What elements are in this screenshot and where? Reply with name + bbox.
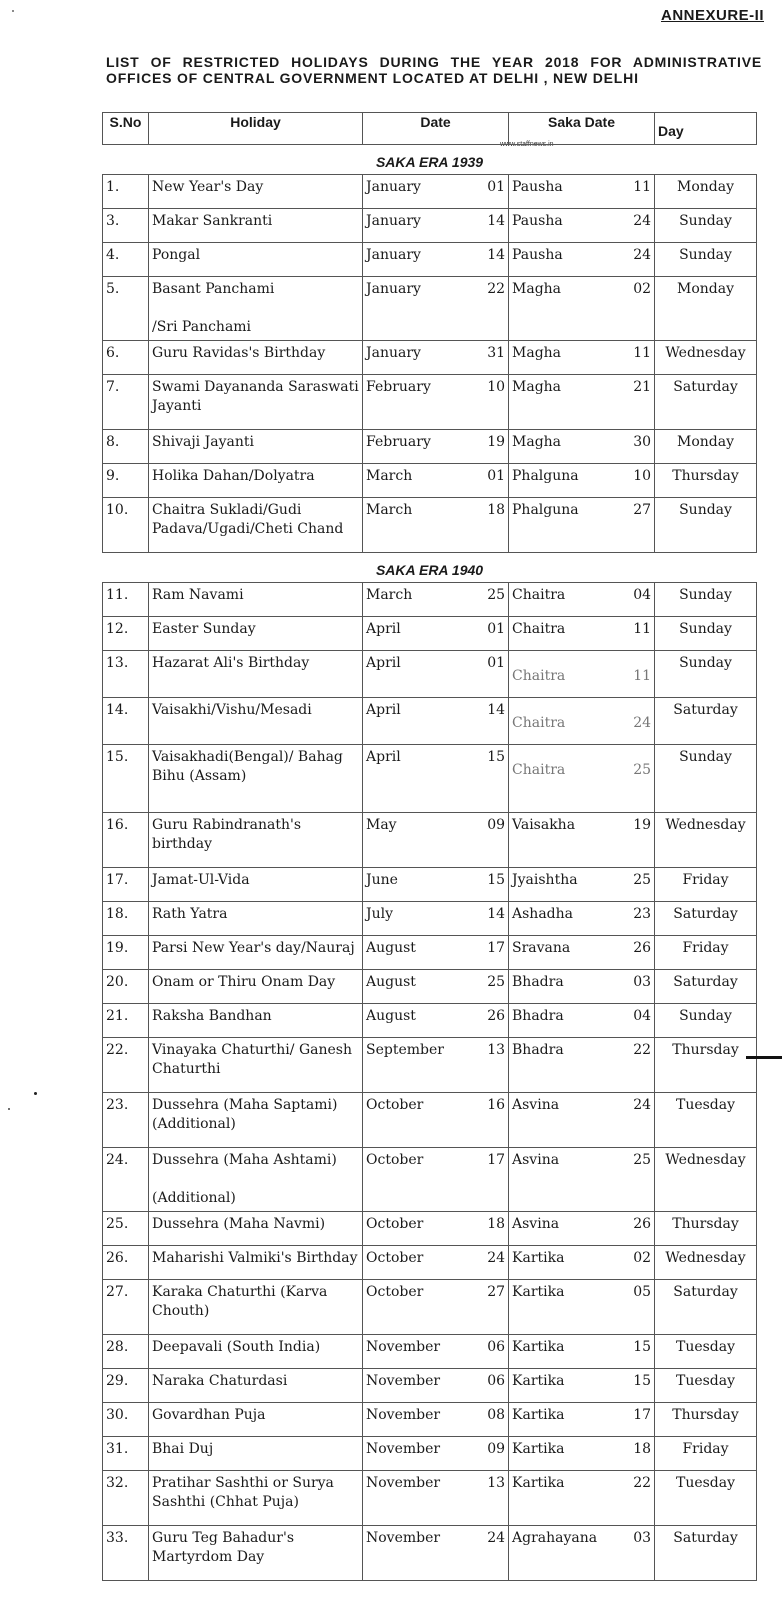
- cell-saka-day: 03: [615, 970, 655, 1004]
- cell-day: Sunday: [655, 745, 757, 813]
- table-row: [103, 583, 757, 617]
- cell-saka-month: Pausha: [509, 243, 615, 277]
- cell-date-month: January: [363, 209, 467, 243]
- cell-date-day: 17: [467, 936, 509, 970]
- cell-date-day: 01: [467, 617, 509, 651]
- table-row: [103, 1526, 757, 1581]
- cell-date-day: 09: [467, 1437, 509, 1471]
- cell-date-day: 27: [467, 1280, 509, 1335]
- cell-date-month: November: [363, 1437, 467, 1471]
- cell-day: Wednesday: [655, 341, 757, 375]
- cell-holiday: Easter Sunday: [149, 617, 363, 651]
- table-row: [103, 498, 757, 553]
- table-row: [103, 1246, 757, 1280]
- cell-sno: 21.: [103, 1004, 149, 1038]
- cell-saka-day: 04: [615, 583, 655, 617]
- cell-day: Monday: [655, 175, 757, 209]
- cell-date-day: 15: [467, 745, 509, 813]
- cell-date-month: July: [363, 902, 467, 936]
- cell-saka-month: Asvina: [509, 1148, 615, 1212]
- cell-date-month: March: [363, 583, 467, 617]
- cell-sno: 31.: [103, 1437, 149, 1471]
- cell-saka-day: 03: [615, 1526, 655, 1581]
- cell-date-day: 31: [467, 341, 509, 375]
- cell-saka-month: Kartika: [509, 1369, 615, 1403]
- cell-sno: 32.: [103, 1471, 149, 1526]
- cell-saka-day: 27: [615, 498, 655, 553]
- cell-saka-month: Magha: [509, 341, 615, 375]
- cell-saka-month: Kartika: [509, 1437, 615, 1471]
- cell-day: Thursday: [655, 464, 757, 498]
- cell-saka-month: Sravana: [509, 936, 615, 970]
- cell-day: Sunday: [655, 651, 757, 698]
- cell-date-day: 06: [467, 1369, 509, 1403]
- cell-day: Monday: [655, 430, 757, 464]
- header-sno: S.No: [103, 113, 149, 145]
- cell-sno: 11.: [103, 583, 149, 617]
- cell-date-day: 10: [467, 375, 509, 430]
- table-row: [103, 1212, 757, 1246]
- table-row: [103, 1148, 757, 1212]
- cell-date-day: 18: [467, 498, 509, 553]
- cell-date-day: 14: [467, 209, 509, 243]
- cell-holiday: Govardhan Puja: [149, 1403, 363, 1437]
- cell-day: Thursday: [655, 1212, 757, 1246]
- cell-saka-month: Kartika: [509, 1403, 615, 1437]
- cell-day: Friday: [655, 936, 757, 970]
- cell-saka-day: 11: [615, 341, 655, 375]
- cell-sno: 1.: [103, 175, 149, 209]
- annexure-label: ANNEXURE-II: [660, 7, 764, 24]
- cell-day: Thursday: [655, 1038, 757, 1093]
- cell-sno: 6.: [103, 341, 149, 375]
- cell-date-day: 14: [467, 243, 509, 277]
- cell-day: Friday: [655, 1437, 757, 1471]
- table-row: [103, 1004, 757, 1038]
- cell-day: Saturday: [655, 970, 757, 1004]
- header-date: Date: [363, 113, 509, 145]
- table-header-row: [103, 113, 757, 145]
- cell-holiday: Dussehra (Maha Ashtami) (Additional): [149, 1148, 363, 1212]
- cell-date-month: March: [363, 464, 467, 498]
- cell-saka-month: Phalguna: [509, 464, 615, 498]
- cell-date-day: 18: [467, 1212, 509, 1246]
- cell-date-month: February: [363, 375, 467, 430]
- cell-date-month: October: [363, 1212, 467, 1246]
- cell-holiday: Pratihar Sashthi or Surya Sashthi (Chhat Puja): [149, 1471, 363, 1526]
- cell-sno: 23.: [103, 1093, 149, 1148]
- cell-saka-month: Kartika: [509, 1280, 615, 1335]
- cell-date-day: 17: [467, 1148, 509, 1212]
- cell-saka-month: Asvina: [509, 1093, 615, 1148]
- cell-holiday: Rath Yatra: [149, 902, 363, 936]
- cell-sno: 8.: [103, 430, 149, 464]
- cell-saka-day: 24: [615, 698, 655, 745]
- scan-mark: [746, 1056, 782, 1059]
- cell-saka-month: Chaitra: [509, 617, 615, 651]
- era-row-1940: [103, 553, 757, 583]
- cell-sno: 12.: [103, 617, 149, 651]
- cell-day: Saturday: [655, 902, 757, 936]
- table-row: [103, 1437, 757, 1471]
- cell-date-day: 19: [467, 430, 509, 464]
- table-row: [103, 243, 757, 277]
- cell-sno: 28.: [103, 1335, 149, 1369]
- cell-sno: 14.: [103, 698, 149, 745]
- cell-date-day: 24: [467, 1246, 509, 1280]
- cell-date-day: 06: [467, 1335, 509, 1369]
- cell-saka-day: 26: [615, 936, 655, 970]
- cell-saka-day: 25: [615, 1148, 655, 1212]
- cell-saka-month: Ashadha: [509, 902, 615, 936]
- cell-date-month: October: [363, 1148, 467, 1212]
- cell-sno: 25.: [103, 1212, 149, 1246]
- cell-date-month: August: [363, 970, 467, 1004]
- cell-saka-month: Bhadra: [509, 970, 615, 1004]
- era-1939-label: SAKA ERA 1939: [103, 145, 757, 175]
- cell-holiday: Hazarat Ali's Birthday: [149, 651, 363, 698]
- cell-day: Friday: [655, 868, 757, 902]
- table-row: [103, 1403, 757, 1437]
- cell-date-month: February: [363, 430, 467, 464]
- cell-saka-day: 04: [615, 1004, 655, 1038]
- cell-saka-month: Magha: [509, 375, 615, 430]
- cell-day: Saturday: [655, 1280, 757, 1335]
- cell-saka-day: 24: [615, 1093, 655, 1148]
- cell-saka-month: Asvina: [509, 1212, 615, 1246]
- cell-date-day: 14: [467, 902, 509, 936]
- watermark: www.staffnews.in: [500, 141, 554, 148]
- cell-date-month: November: [363, 1471, 467, 1526]
- cell-sno: 13.: [103, 651, 149, 698]
- cell-sno: 5.: [103, 277, 149, 341]
- cell-saka-day: 15: [615, 1369, 655, 1403]
- cell-holiday: Deepavali (South India): [149, 1335, 363, 1369]
- cell-day: Sunday: [655, 617, 757, 651]
- cell-holiday: Makar Sankranti: [149, 209, 363, 243]
- cell-date-month: January: [363, 243, 467, 277]
- cell-holiday: Jamat-Ul-Vida: [149, 868, 363, 902]
- cell-date-month: March: [363, 498, 467, 553]
- cell-holiday: Chaitra Sukladi/Gudi Padava/Ugadi/Cheti Chand: [149, 498, 363, 553]
- cell-saka-month: Bhadra: [509, 1004, 615, 1038]
- table-row: [103, 970, 757, 1004]
- cell-saka-day: 24: [615, 243, 655, 277]
- cell-saka-month: Kartika: [509, 1471, 615, 1526]
- cell-holiday: Guru Teg Bahadur's Martyrdom Day: [149, 1526, 363, 1581]
- cell-sno: 24.: [103, 1148, 149, 1212]
- cell-holiday: New Year's Day: [149, 175, 363, 209]
- cell-saka-day: 18: [615, 1437, 655, 1471]
- era-row-1939: [103, 145, 757, 175]
- cell-holiday: Naraka Chaturdasi: [149, 1369, 363, 1403]
- cell-date-month: August: [363, 1004, 467, 1038]
- cell-date-day: 01: [467, 175, 509, 209]
- cell-date-month: October: [363, 1280, 467, 1335]
- cell-day: Saturday: [655, 1526, 757, 1581]
- cell-day: Sunday: [655, 583, 757, 617]
- era-1940-label: SAKA ERA 1940: [103, 553, 757, 583]
- table-row: [103, 1369, 757, 1403]
- cell-date-month: January: [363, 277, 467, 341]
- cell-day: Sunday: [655, 243, 757, 277]
- cell-saka-month: Chaitra: [509, 651, 615, 698]
- cell-date-month: June: [363, 868, 467, 902]
- cell-sno: 10.: [103, 498, 149, 553]
- cell-saka-month: Jyaishtha: [509, 868, 615, 902]
- cell-sno: 4.: [103, 243, 149, 277]
- cell-sno: 29.: [103, 1369, 149, 1403]
- cell-sno: 30.: [103, 1403, 149, 1437]
- table-row: [103, 1038, 757, 1093]
- cell-saka-day: 11: [615, 651, 655, 698]
- cell-saka-day: 25: [615, 868, 655, 902]
- table-row: [103, 813, 757, 868]
- cell-saka-day: 10: [615, 464, 655, 498]
- cell-day: Wednesday: [655, 813, 757, 868]
- table-body: [103, 145, 757, 1581]
- cell-saka-month: Chaitra: [509, 698, 615, 745]
- scan-speck: [34, 1092, 37, 1095]
- cell-saka-day: 30: [615, 430, 655, 464]
- cell-date-month: November: [363, 1526, 467, 1581]
- cell-saka-day: 22: [615, 1038, 655, 1093]
- cell-holiday: Parsi New Year's day/Nauraj: [149, 936, 363, 970]
- cell-sno: 20.: [103, 970, 149, 1004]
- cell-holiday: Dussehra (Maha Saptami) (Additional): [149, 1093, 363, 1148]
- cell-saka-month: Kartika: [509, 1335, 615, 1369]
- cell-date-month: November: [363, 1403, 467, 1437]
- cell-saka-month: Pausha: [509, 209, 615, 243]
- table-row: [103, 936, 757, 970]
- cell-date-month: September: [363, 1038, 467, 1093]
- cell-saka-month: Chaitra: [509, 745, 615, 813]
- cell-saka-month: Chaitra: [509, 583, 615, 617]
- cell-day: Sunday: [655, 1004, 757, 1038]
- cell-date-month: May: [363, 813, 467, 868]
- cell-day: Tuesday: [655, 1369, 757, 1403]
- cell-saka-day: 02: [615, 277, 655, 341]
- cell-holiday: Ram Navami: [149, 583, 363, 617]
- cell-saka-month: Magha: [509, 277, 615, 341]
- table-row: [103, 1471, 757, 1526]
- header-holiday: Holiday: [149, 113, 363, 145]
- cell-sno: 33.: [103, 1526, 149, 1581]
- table-row: [103, 617, 757, 651]
- cell-day: Saturday: [655, 375, 757, 430]
- cell-date-day: 16: [467, 1093, 509, 1148]
- cell-saka-day: 24: [615, 209, 655, 243]
- cell-holiday: Pongal: [149, 243, 363, 277]
- cell-holiday: Vaisakhi/Vishu/Mesadi: [149, 698, 363, 745]
- cell-date-month: October: [363, 1093, 467, 1148]
- cell-day: Tuesday: [655, 1471, 757, 1526]
- cell-date-month: November: [363, 1369, 467, 1403]
- cell-saka-month: Agrahayana: [509, 1526, 615, 1581]
- cell-date-day: 22: [467, 277, 509, 341]
- document-title: LIST OF RESTRICTED HOLIDAYS DURING THE YEAR 2018 FOR ADMINISTRATIVE OFFICES OF CENTRAL GOVERNMENT LOCATED AT DELHI , NEW DELHI: [106, 54, 762, 86]
- cell-day: Tuesday: [655, 1335, 757, 1369]
- cell-date-month: January: [363, 175, 467, 209]
- cell-holiday: Guru Ravidas's Birthday: [149, 341, 363, 375]
- cell-date-month: April: [363, 698, 467, 745]
- header-day: Day: [655, 113, 757, 145]
- cell-saka-day: 26: [615, 1212, 655, 1246]
- table-row: [103, 1093, 757, 1148]
- cell-saka-day: 22: [615, 1471, 655, 1526]
- table-row: [103, 209, 757, 243]
- cell-day: Monday: [655, 277, 757, 341]
- cell-saka-month: Magha: [509, 430, 615, 464]
- table-row: [103, 1280, 757, 1335]
- cell-date-day: 01: [467, 464, 509, 498]
- cell-sno: 9.: [103, 464, 149, 498]
- cell-date-day: 14: [467, 698, 509, 745]
- cell-date-day: 13: [467, 1038, 509, 1093]
- cell-saka-day: 25: [615, 745, 655, 813]
- cell-date-month: October: [363, 1246, 467, 1280]
- cell-day: Tuesday: [655, 1093, 757, 1148]
- cell-date-day: 08: [467, 1403, 509, 1437]
- cell-saka-day: 23: [615, 902, 655, 936]
- cell-saka-month: Pausha: [509, 175, 615, 209]
- table-row: [103, 464, 757, 498]
- holiday-table: [102, 112, 757, 1581]
- table-row: [103, 902, 757, 936]
- cell-day: Sunday: [655, 209, 757, 243]
- cell-saka-day: 11: [615, 617, 655, 651]
- table-row: [103, 868, 757, 902]
- cell-date-day: 25: [467, 970, 509, 1004]
- cell-saka-month: Phalguna: [509, 498, 615, 553]
- cell-sno: 26.: [103, 1246, 149, 1280]
- cell-date-day: 09: [467, 813, 509, 868]
- cell-sno: 27.: [103, 1280, 149, 1335]
- cell-sno: 15.: [103, 745, 149, 813]
- cell-holiday: Shivaji Jayanti: [149, 430, 363, 464]
- cell-day: Saturday: [655, 698, 757, 745]
- cell-saka-day: 11: [615, 175, 655, 209]
- cell-date-month: April: [363, 745, 467, 813]
- cell-sno: 7.: [103, 375, 149, 430]
- cell-holiday: Onam or Thiru Onam Day: [149, 970, 363, 1004]
- cell-saka-month: Vaisakha: [509, 813, 615, 868]
- cell-date-month: January: [363, 341, 467, 375]
- cell-date-month: August: [363, 936, 467, 970]
- cell-date-day: 01: [467, 651, 509, 698]
- cell-date-month: November: [363, 1335, 467, 1369]
- cell-holiday: Vaisakhadi(Bengal)/ Bahag Bihu (Assam): [149, 745, 363, 813]
- cell-holiday: Raksha Bandhan: [149, 1004, 363, 1038]
- cell-holiday: Vinayaka Chaturthi/ Ganesh Chaturthi: [149, 1038, 363, 1093]
- cell-day: Sunday: [655, 498, 757, 553]
- cell-saka-day: 05: [615, 1280, 655, 1335]
- table-row: [103, 175, 757, 209]
- table-row: [103, 651, 757, 698]
- cell-day: Wednesday: [655, 1246, 757, 1280]
- cell-sno: 18.: [103, 902, 149, 936]
- cell-saka-day: 21: [615, 375, 655, 430]
- table-row: [103, 375, 757, 430]
- table-row: [103, 277, 757, 341]
- cell-date-day: 26: [467, 1004, 509, 1038]
- cell-saka-day: 19: [615, 813, 655, 868]
- cell-holiday: Holika Dahan/Dolyatra: [149, 464, 363, 498]
- header-saka-date: Saka Date: [509, 113, 655, 145]
- cell-date-day: 15: [467, 868, 509, 902]
- cell-date-month: April: [363, 651, 467, 698]
- cell-sno: 19.: [103, 936, 149, 970]
- cell-saka-day: 02: [615, 1246, 655, 1280]
- scan-speck: [8, 1108, 10, 1110]
- table-row: [103, 745, 757, 813]
- cell-holiday: Bhai Duj: [149, 1437, 363, 1471]
- cell-date-day: 13: [467, 1471, 509, 1526]
- table-row: [103, 341, 757, 375]
- cell-date-month: April: [363, 617, 467, 651]
- cell-day: Wednesday: [655, 1148, 757, 1212]
- cell-holiday: Karaka Chaturthi (Karva Chouth): [149, 1280, 363, 1335]
- cell-sno: 16.: [103, 813, 149, 868]
- cell-day: Thursday: [655, 1403, 757, 1437]
- cell-sno: 17.: [103, 868, 149, 902]
- cell-saka-day: 15: [615, 1335, 655, 1369]
- table-row: [103, 1335, 757, 1369]
- cell-holiday: Guru Rabindranath's birthday: [149, 813, 363, 868]
- cell-holiday: Swami Dayananda Saraswati Jayanti: [149, 375, 363, 430]
- scan-speck: [12, 10, 14, 12]
- table-row: [103, 698, 757, 745]
- table-row: [103, 430, 757, 464]
- cell-holiday: Dussehra (Maha Navmi): [149, 1212, 363, 1246]
- cell-sno: 3.: [103, 209, 149, 243]
- cell-saka-day: 17: [615, 1403, 655, 1437]
- cell-holiday: Basant Panchami /Sri Panchami: [149, 277, 363, 341]
- cell-saka-month: Kartika: [509, 1246, 615, 1280]
- cell-saka-month: Bhadra: [509, 1038, 615, 1093]
- cell-sno: 22.: [103, 1038, 149, 1093]
- cell-holiday: Maharishi Valmiki's Birthday: [149, 1246, 363, 1280]
- cell-date-day: 24: [467, 1526, 509, 1581]
- cell-date-day: 25: [467, 583, 509, 617]
